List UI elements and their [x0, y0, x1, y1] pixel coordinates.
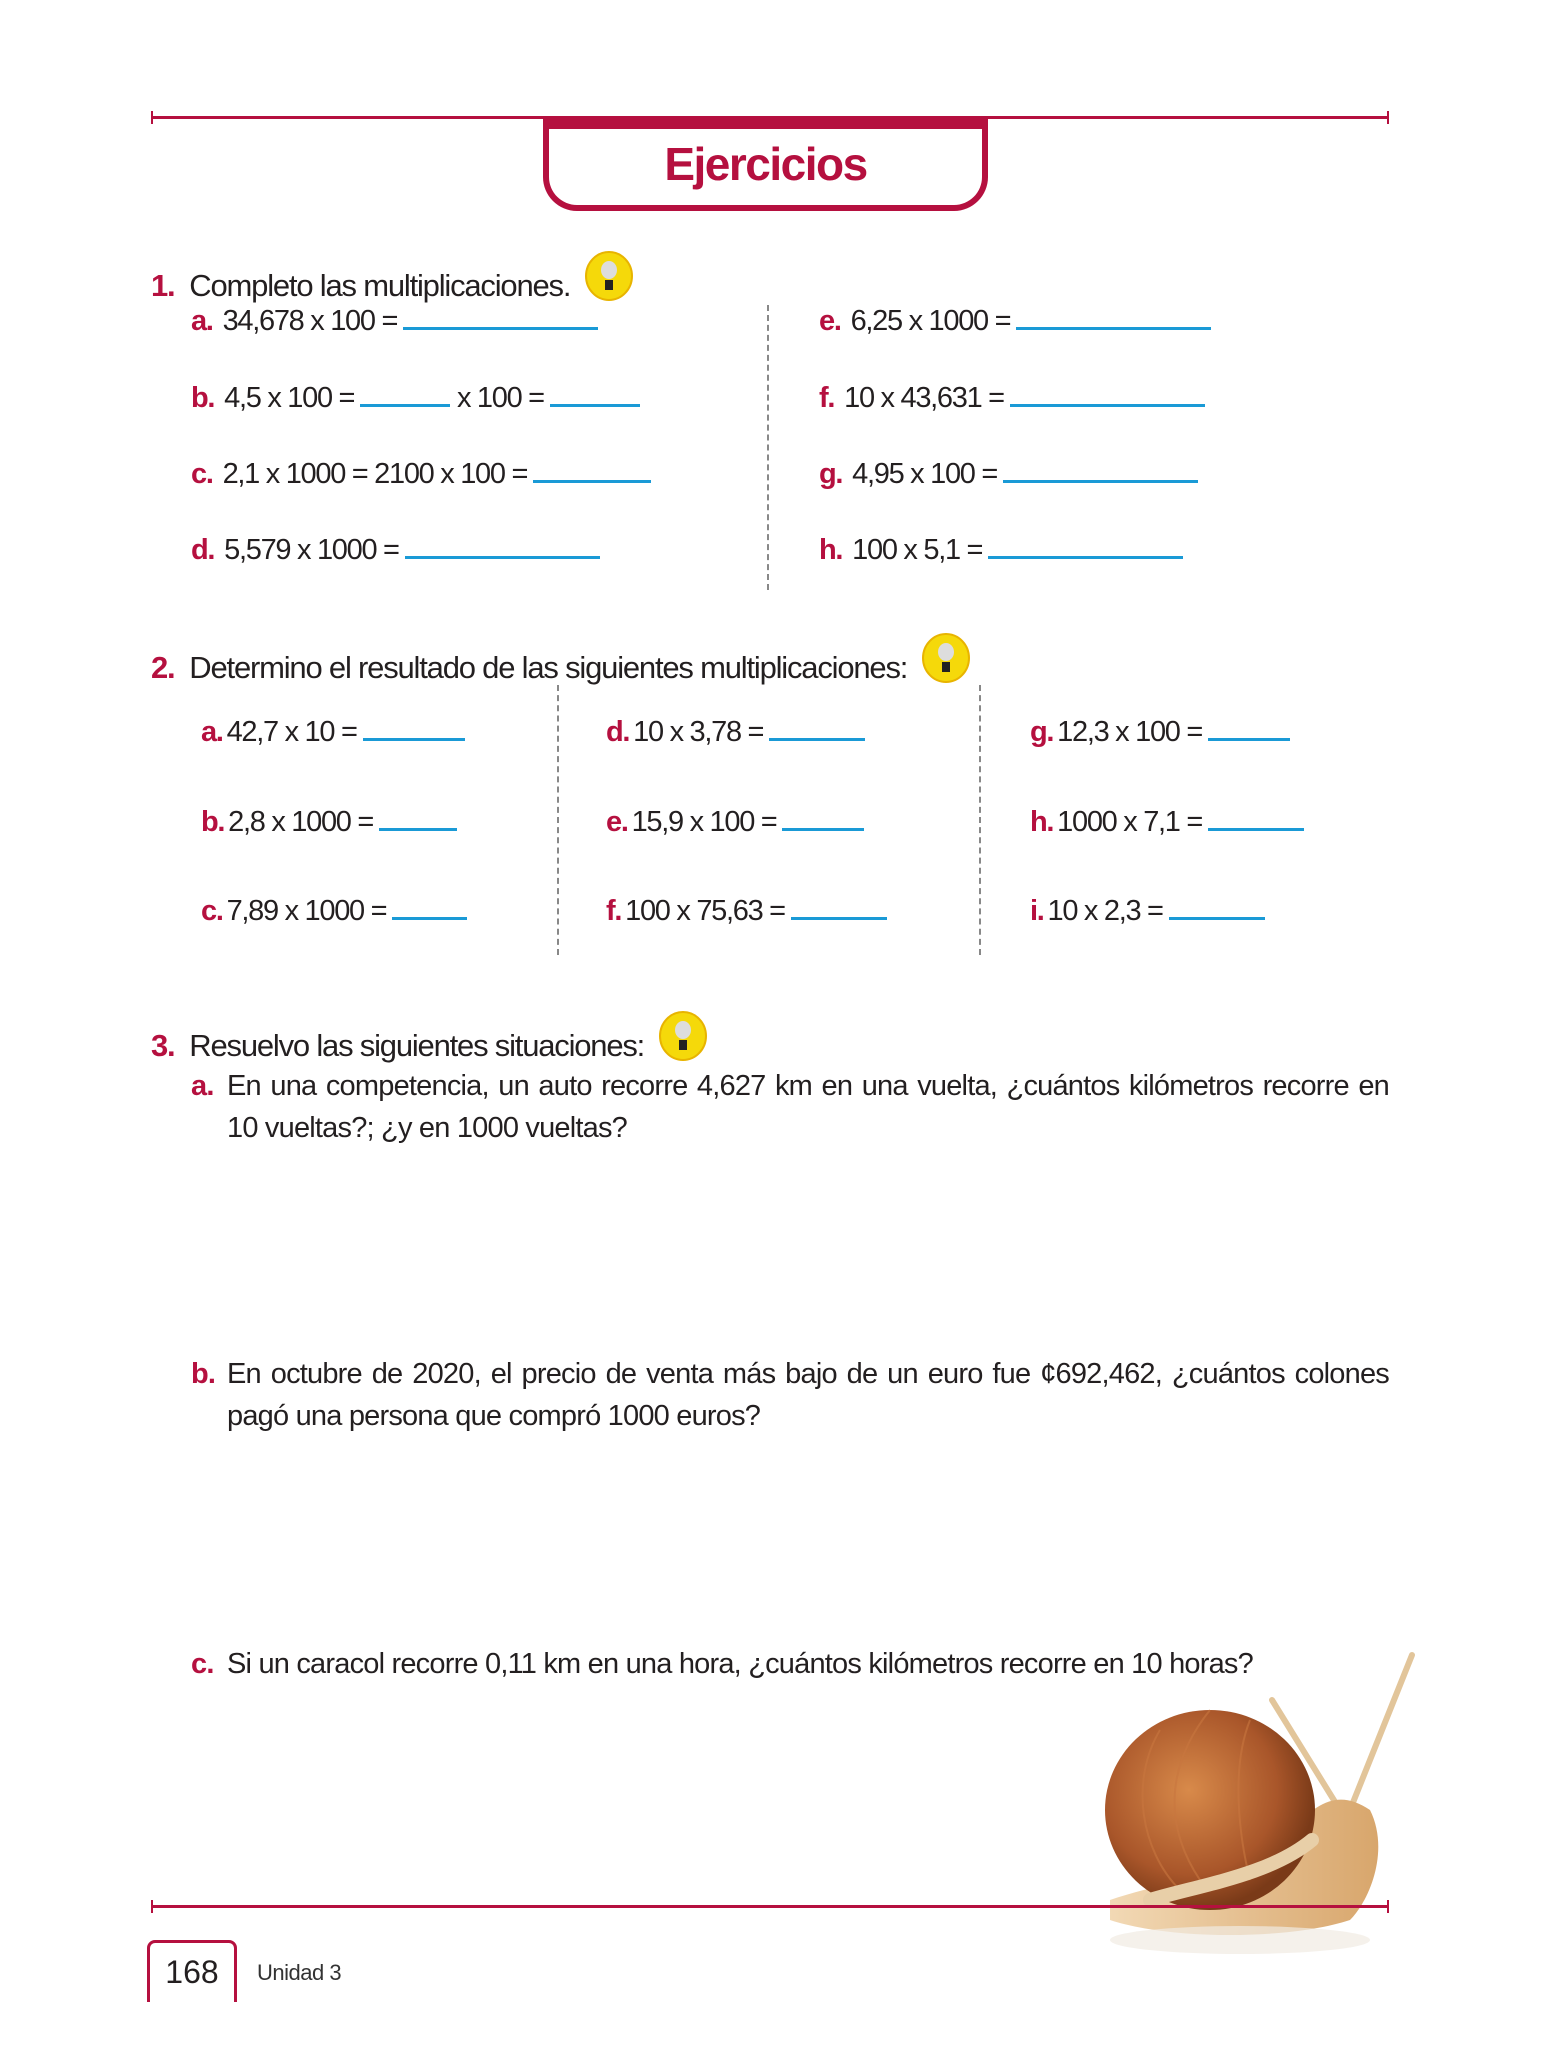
q1-item-b [191, 380, 640, 415]
answer-blank[interactable] [405, 532, 600, 559]
q2-item-h [1030, 804, 1304, 839]
q1-item-g [819, 456, 1198, 491]
text-label: g. [1030, 716, 1054, 748]
q1-item-a [191, 303, 598, 338]
text-label: d. [606, 716, 630, 748]
text-label: f. [819, 382, 835, 414]
text-label: En una competencia, un auto recorre 4,627 km en una vuelta, ¿cuántos kilómetros recorre en 10 vueltas?; ¿y en 1000 vueltas? [227, 1070, 1389, 1144]
lightbulb-icon [584, 250, 634, 302]
snail-image [1050, 1650, 1420, 1960]
q2-item-g [1030, 714, 1290, 749]
text-label: g. [819, 458, 843, 490]
answer-blank[interactable] [1003, 456, 1198, 483]
text-label: 2,8 x 1000 = [228, 806, 374, 838]
question-number: 2. [151, 650, 175, 685]
text-label: 2,1 x 1000 = 2100 x 100 = [222, 458, 528, 490]
answer-blank[interactable] [1010, 380, 1205, 407]
text-label: f. [606, 895, 622, 927]
answer-blank[interactable] [403, 303, 598, 330]
text-label: 15,9 x 100 = [631, 806, 777, 838]
text-label: e. [819, 305, 841, 337]
text-label: a. [191, 1070, 214, 1102]
page-title: Ejercicios [664, 138, 867, 190]
answer-blank[interactable] [363, 714, 465, 741]
text-label: b. [201, 806, 225, 838]
q2-item-d [606, 714, 865, 749]
q2-item-i [1030, 893, 1265, 928]
question-text: Determino el resultado de las siguientes multiplicaciones: [189, 650, 908, 685]
q2-item-c [201, 893, 467, 928]
q1-item-d [191, 532, 600, 567]
answer-blank[interactable] [360, 380, 450, 407]
text-label: 100 x 75,63 = [625, 895, 785, 927]
answer-blank[interactable] [791, 893, 887, 920]
title-box [543, 117, 988, 211]
text-label: b. [191, 382, 215, 414]
q1-item-e [819, 303, 1211, 338]
answer-blank[interactable] [1208, 714, 1290, 741]
text-label: 5,579 x 1000 = [224, 534, 399, 566]
lightbulb-icon [658, 1010, 708, 1062]
answer-blank[interactable] [769, 714, 865, 741]
text-label: c. [191, 458, 213, 490]
text-label: 12,3 x 100 = [1057, 716, 1203, 748]
text-label: 1000 x 7,1 = [1057, 806, 1203, 838]
question-1-heading [151, 250, 634, 304]
column-divider [557, 685, 559, 955]
text-label: 6,25 x 1000 = [850, 305, 1011, 337]
answer-blank[interactable] [379, 804, 457, 831]
text-label: En octubre de 2020, el precio de venta más bajo de un euro fue ¢692,462, ¿cuántos colones pagó una persona que compró 1000 euros? [227, 1358, 1389, 1432]
text-label: 34,678 x 100 = [222, 305, 398, 337]
question-2-heading [151, 632, 971, 686]
question-text: Resuelvo las siguientes situaciones: [189, 1028, 645, 1063]
text-label: i. [1030, 895, 1044, 927]
text-label: 4,5 x 100 = [224, 382, 355, 414]
answer-blank[interactable] [1208, 804, 1304, 831]
answer-blank[interactable] [782, 804, 864, 831]
q2-item-e [606, 804, 864, 839]
answer-blank[interactable] [988, 532, 1183, 559]
text-label: h. [1030, 806, 1054, 838]
answer-blank[interactable] [392, 893, 467, 920]
column-divider [767, 305, 769, 590]
text-label: e. [606, 806, 628, 838]
answer-blank[interactable] [533, 456, 651, 483]
unit-label: Unidad 3 [257, 1960, 342, 1985]
text-label: 100 x 5,1 = [852, 534, 983, 566]
question-number: 1. [151, 268, 175, 303]
q3-item-a [191, 1065, 1389, 1149]
text-label: d. [191, 534, 215, 566]
bottom-rule [151, 1905, 1389, 1908]
lightbulb-icon [921, 632, 971, 684]
q2-item-b [201, 804, 457, 839]
answer-blank[interactable] [1169, 893, 1265, 920]
answer-blank[interactable] [1016, 303, 1211, 330]
text-label: Si un caracol recorre 0,11 km en una hora, ¿cuántos kilómetros recorre en 10 horas? [227, 1648, 1253, 1680]
text-label: 10 x 43,631 = [844, 382, 1004, 414]
text-label: b. [191, 1358, 216, 1390]
q1-item-c [191, 456, 651, 491]
answer-blank[interactable] [550, 380, 640, 407]
text-label: x 100 = [456, 382, 544, 414]
text-label: 4,95 x 100 = [852, 458, 998, 490]
page-number: 168 [147, 1940, 237, 2002]
text-label: c. [191, 1648, 214, 1680]
question-text: Completo las multiplicaciones. [189, 268, 571, 303]
text-label: 10 x 3,78 = [633, 716, 764, 748]
q3-item-b [191, 1353, 1389, 1437]
text-label: a. [201, 716, 223, 748]
text-label: a. [191, 305, 213, 337]
column-divider [979, 685, 981, 955]
q2-item-f [606, 893, 887, 928]
q1-item-h [819, 532, 1183, 567]
text-label: c. [201, 895, 223, 927]
q1-item-f [819, 380, 1205, 415]
question-number: 3. [151, 1028, 175, 1063]
text-label: 7,89 x 1000 = [226, 895, 387, 927]
question-3-heading [151, 1010, 708, 1064]
text-label: h. [819, 534, 843, 566]
q2-item-a [201, 714, 465, 749]
text-label: 42,7 x 10 = [226, 716, 357, 748]
text-label: 10 x 2,3 = [1047, 895, 1163, 927]
